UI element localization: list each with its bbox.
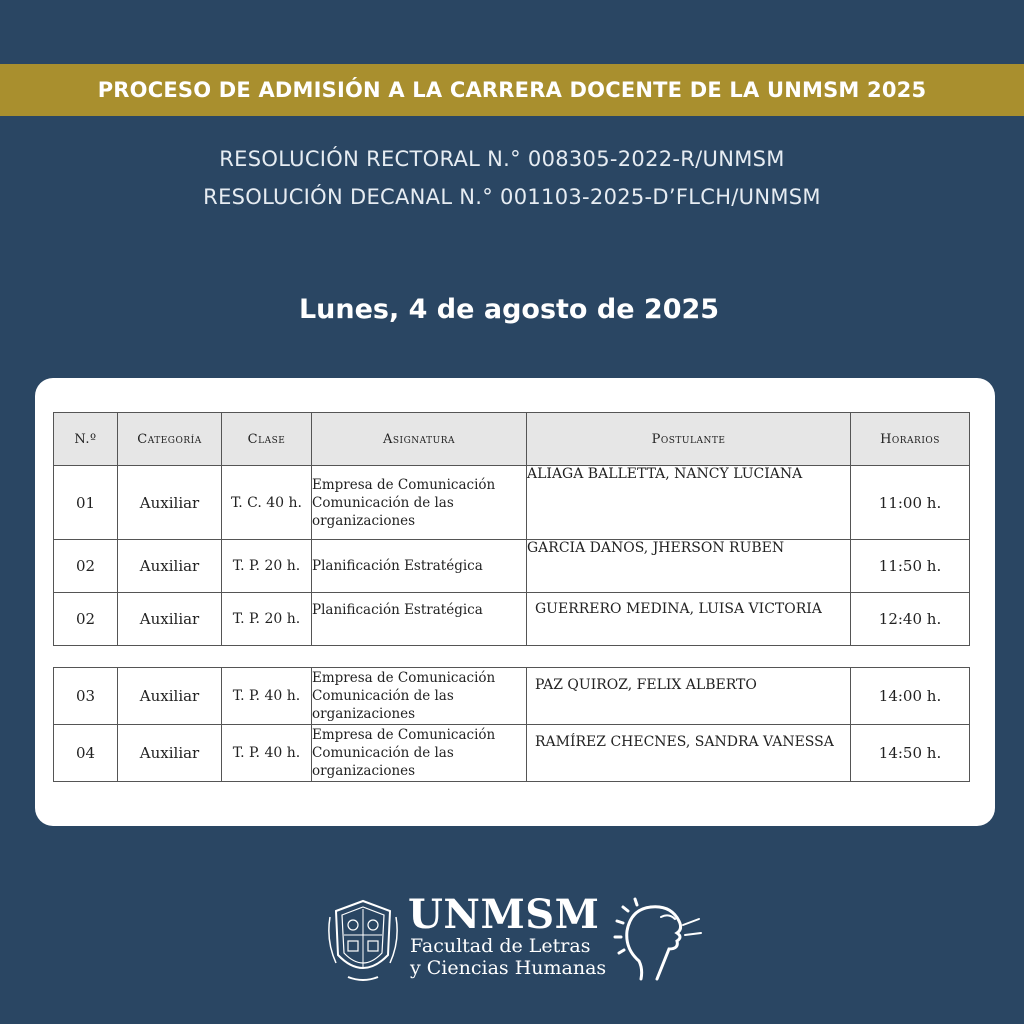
cell-num: 02 [54,540,118,593]
banner-title: PROCESO DE ADMISIÓN A LA CARRERA DOCENTE DE LA UNMSM 2025 [97,78,927,102]
footer-logo [328,893,708,985]
table-row [54,466,970,540]
faculty-head-logo-icon [613,895,703,981]
cell-postulante: ALIAGA BALLETTA, NANCY LUCIANA [527,466,851,540]
cell-asignatura [312,725,527,782]
cell-categoria: Auxiliar [118,593,222,646]
cell-horario: 14:00 h. [851,668,970,725]
cell-asignatura [312,593,527,646]
cell-categoria: Auxiliar [118,725,222,782]
resolution-decanal: RESOLUCIÓN DECANAL N.° 001103-2025-D’FLCH/UNMSM [203,185,821,209]
cell-horario: 12:40 h. [851,593,970,646]
cell-postulante: RAMÍREZ CHECNES, SANDRA VANESSA [527,725,851,782]
schedule-date: Lunes, 4 de agosto de 2025 [298,294,720,325]
cell-categoria: Auxiliar [118,540,222,593]
schedule-table-morning [53,412,970,646]
cell-postulante: GUERRERO MEDINA, LUISA VICTORIA [527,593,851,646]
title-banner [0,64,1024,116]
university-seal-icon [328,897,398,983]
asignatura-line: Planificación Estratégica [312,602,483,618]
table-row [54,668,970,725]
resolution-rectoral: RESOLUCIÓN RECTORAL N.° 008305-2022-R/UNMSM [219,147,785,171]
cell-postulante: PAZ QUIROZ, FELIX ALBERTO [527,668,851,725]
header-postulante: Postulante [527,413,851,466]
cell-clase: T. P. 40 h. [222,668,312,725]
cell-clase: T. P. 20 h. [222,540,312,593]
cell-num: 03 [54,668,118,725]
cell-asignatura [312,668,527,725]
brand-name: UNMSM [408,891,600,938]
asignatura-line: Comunicación de las [312,688,454,704]
cell-asignatura [312,540,527,593]
asignatura-line: Planificación Estratégica [312,558,483,574]
cell-horario: 14:50 h. [851,725,970,782]
table-row [54,540,970,593]
cell-horario: 11:00 h. [851,466,970,540]
header-num: N.º [54,413,118,466]
asignatura-line: Comunicación de las [312,494,454,511]
cell-num: 01 [54,466,118,540]
faculty-name-line1: Facultad de Letras [410,935,591,957]
cell-clase: T. P. 40 h. [222,725,312,782]
cell-asignatura [312,466,527,540]
cell-horario: 11:50 h. [851,540,970,593]
cell-categoria: Auxiliar [118,668,222,725]
schedule-table-afternoon [53,667,970,782]
table-row [54,725,970,782]
table-row [54,593,970,646]
asignatura-line: Empresa de Comunicación [312,727,496,743]
header-horarios: Horarios [851,413,970,466]
cell-num: 02 [54,593,118,646]
header-categoria: Categoría [118,413,222,466]
cell-postulante: GARCIA DANOS, JHERSON RUBEN [527,540,851,593]
faculty-name-line2: y Ciencias Humanas [410,957,607,979]
cell-categoria: Auxiliar [118,466,222,540]
asignatura-line: Empresa de Comunicación [312,476,496,493]
asignatura-line: Empresa de Comunicación [312,670,496,686]
asignatura-line: organizaciones [312,706,416,722]
cell-clase: T. C. 40 h. [222,466,312,540]
asignatura-line: organizaciones [312,763,416,779]
table-header-row [54,413,970,466]
cell-clase: T. P. 20 h. [222,593,312,646]
header-asignatura: Asignatura [312,413,527,466]
header-clase: Clase [222,413,312,466]
asignatura-line: organizaciones [312,512,416,529]
asignatura-line: Comunicación de las [312,745,454,761]
cell-num: 04 [54,725,118,782]
